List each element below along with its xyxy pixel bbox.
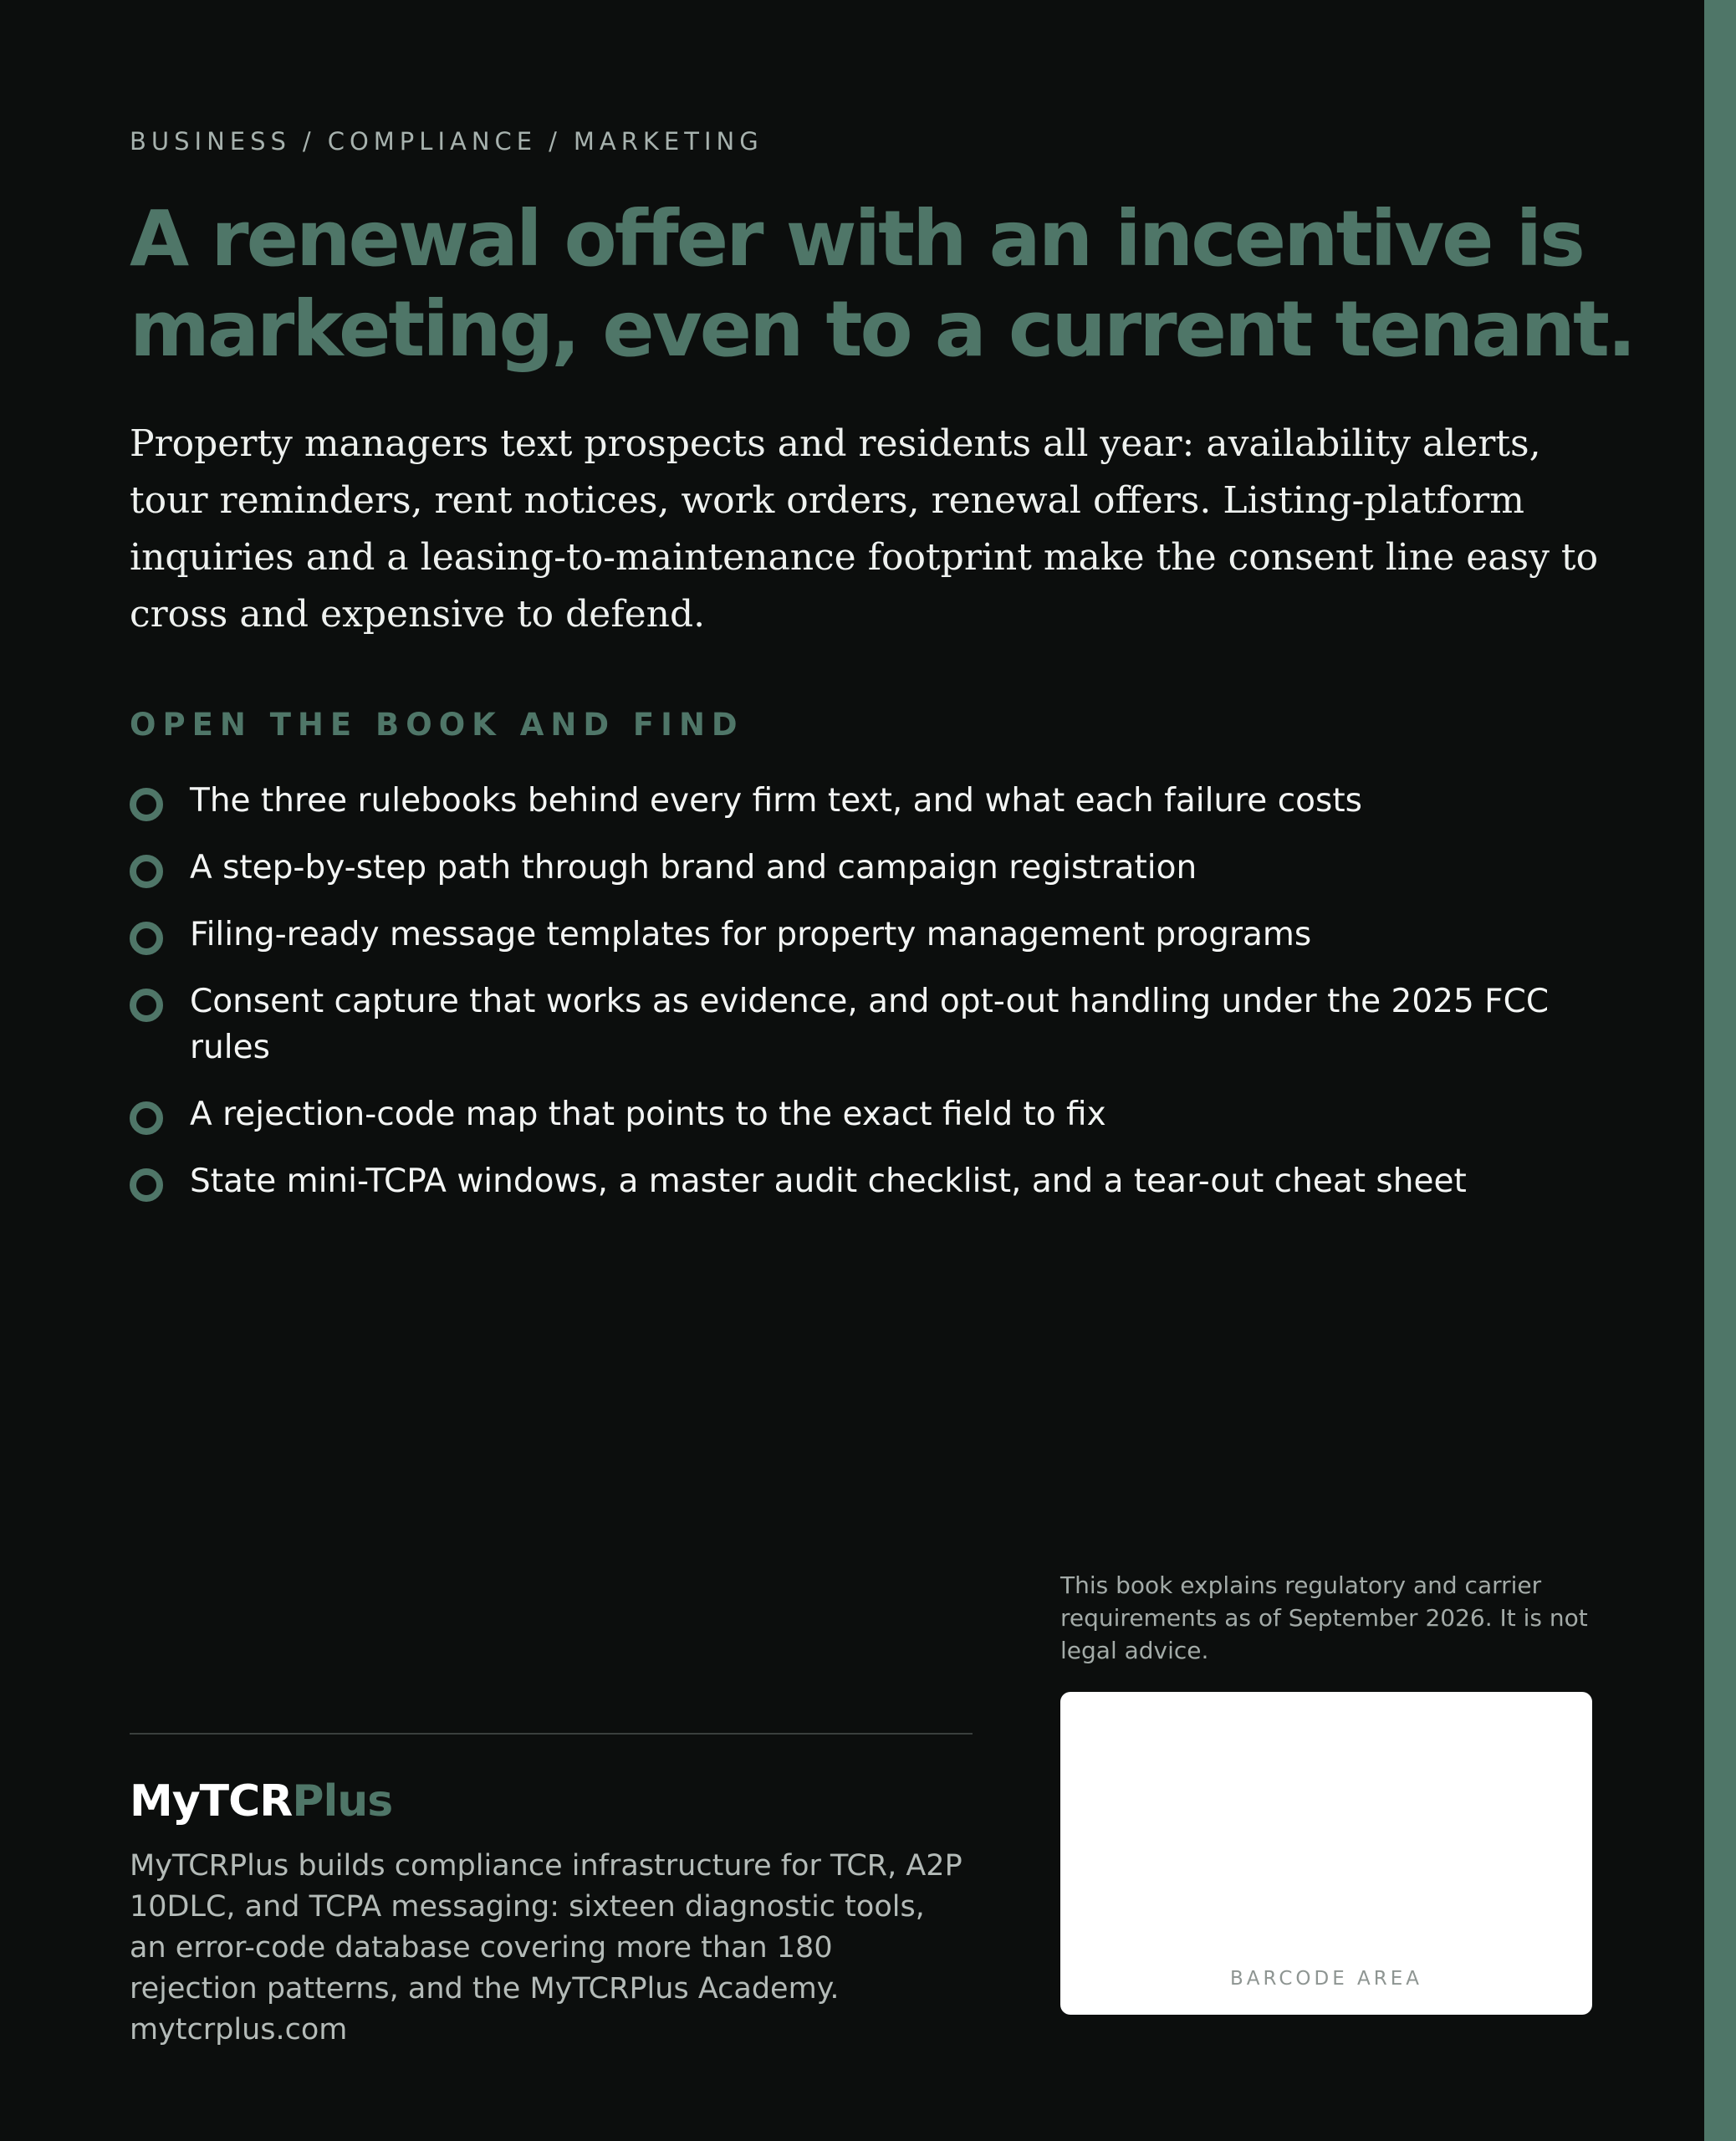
ring-bullet-icon (130, 855, 163, 888)
category-breadcrumb (130, 127, 763, 156)
lede-paragraph: Property managers text prospects and residents all year: availability alerts, tour reminders, rent notices, work orders, renewal offers. Listing-platform inquiries and a leasing-to-maintenance footprint make the consent line easy to cross and expensive to defend. (130, 422, 1599, 636)
ring-bullet-icon (130, 1101, 163, 1135)
find-section-heading: OPEN THE BOOK AND FIND (130, 707, 744, 743)
footer-divider (130, 1733, 973, 1735)
breadcrumb-separator: / (549, 127, 562, 156)
checklist-item-text: The three rulebooks behind every firm text, and what each failure costs (190, 782, 1362, 820)
headline (130, 194, 1652, 375)
headline-line-2: marketing, even to a current tenant. (130, 284, 1634, 374)
legal-disclaimer: This book explains regulatory and carrier requirements as of September 2026. It is not legal advice. (1060, 1571, 1588, 1664)
checklist-item (130, 778, 1601, 824)
ring-bullet-icon (130, 1168, 163, 1202)
barcode-area-label: BARCODE AREA (1229, 1968, 1423, 1990)
ring-bullet-icon (130, 922, 163, 955)
feature-checklist (130, 778, 1601, 1225)
breadcrumb-item-marketing: MARKETING (573, 127, 763, 156)
brand-logo (130, 1776, 392, 1827)
checklist-item-text: A rejection-code map that points to the exact field to fix (190, 1096, 1106, 1133)
checklist-item-text: Consent capture that works as evidence, and opt-out handling under the 2025 FCC rules (190, 983, 1550, 1066)
brand-logo-main: MyTCR (130, 1776, 293, 1827)
breadcrumb-separator: / (302, 127, 316, 156)
ring-bullet-icon (130, 788, 163, 821)
ring-bullet-icon (130, 989, 163, 1022)
checklist-item-text: Filing-ready message templates for property management programs (190, 916, 1312, 953)
checklist-item-text: A step-by-step path through brand and campaign registration (190, 849, 1197, 887)
headline-line-1: A renewal offer with an incentive is (130, 194, 1583, 284)
checklist-item (130, 1158, 1601, 1204)
cover-spine-stripe (1704, 0, 1736, 2141)
brand-logo-accent: Plus (292, 1776, 393, 1827)
breadcrumb-item-compliance: COMPLIANCE (327, 127, 538, 156)
checklist-item (130, 1091, 1601, 1137)
publisher-about: MyTCRPlus builds compliance infrastructure for TCR, A2P 10DLC, and TCPA messaging: sixteen diagnostic tools, an error-code database covering more than 180 rejection patterns, and the MyTCRPlus Academy. mytcrplus.com (130, 1849, 962, 2046)
breadcrumb-item-business: BUSINESS (130, 127, 291, 156)
checklist-item (130, 979, 1601, 1070)
checklist-item (130, 845, 1601, 891)
checklist-item (130, 912, 1601, 958)
checklist-item-text: State mini-TCPA windows, a master audit checklist, and a tear-out cheat sheet (190, 1162, 1467, 1200)
barcode-area (1060, 1692, 1592, 2015)
